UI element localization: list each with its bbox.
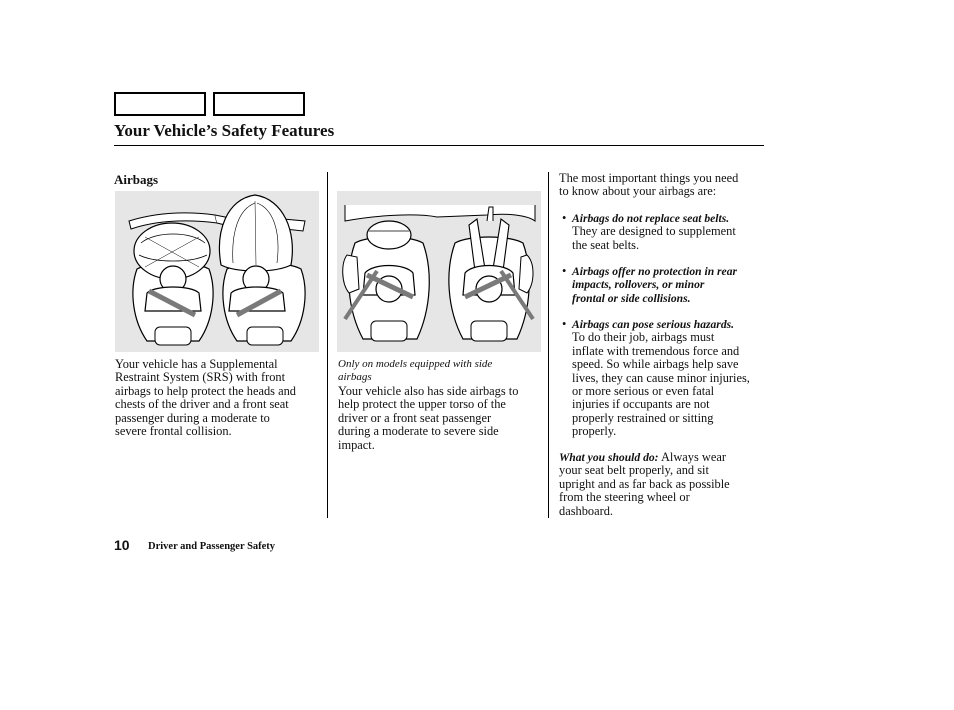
column-divider-2 [548, 172, 549, 518]
text-line: from the steering wheel or [559, 490, 690, 505]
side-airbags-illustration [337, 191, 541, 352]
bullet-dot-icon: • [562, 264, 567, 278]
text-line: The most important things you need [559, 171, 739, 185]
bullet-dot-icon: • [562, 317, 567, 331]
text-line: impact. [338, 437, 375, 452]
text-line: driver or a front seat passenger [338, 410, 492, 425]
column-divider-1 [327, 172, 328, 518]
header-tab-box-2 [213, 92, 305, 116]
airbag-intro [559, 172, 769, 199]
header-tab-box-1 [114, 92, 206, 116]
note-lead: What you should do: [559, 451, 659, 464]
text-line: or more serious or even fatal [572, 384, 715, 399]
text-line: Your vehicle has a Supplemental [115, 357, 278, 371]
section-heading: Airbags [114, 172, 159, 187]
note-first-line-rest: Always wear [658, 450, 726, 464]
text-line: They are designed to supplement [572, 224, 736, 239]
text-line: speed. So while airbags help save [572, 357, 739, 372]
page-title: Your Vehicle’s Safety Features [114, 121, 335, 140]
text-line: help protect the upper torso of the [338, 397, 506, 412]
what-you-should-do-note [559, 451, 771, 518]
footer-section-label: Driver and Passenger Safety [148, 541, 276, 552]
page-number: 10 [114, 537, 130, 553]
text-line: lives, they can cause minor injuries, [572, 370, 750, 385]
text-line: properly. [572, 424, 617, 439]
text-line: Your vehicle also has side airbags to [338, 384, 519, 398]
title-rule [114, 145, 764, 146]
side-airbags-caption [338, 358, 548, 385]
bullet-dot-icon: • [562, 211, 567, 225]
bullet-emphasis: Airbags offer no protection in rear [572, 265, 738, 278]
note-first-line [559, 451, 771, 464]
front-airbags-paragraph [115, 358, 325, 438]
text-line: injuries if occupants are not [572, 397, 710, 412]
text-line: inflate with tremendous force and [572, 343, 740, 358]
front-airbags-illustration [115, 191, 319, 352]
side-airbags-paragraph [338, 385, 548, 452]
bullet-item [562, 318, 772, 439]
text-line: properly restrained or sitting [572, 410, 714, 425]
text-line: To do their job, airbags must [572, 330, 715, 345]
bullet-emphasis: Airbags do not replace seat belts. [572, 212, 730, 225]
text-line: upright and as far back as possible [559, 476, 730, 491]
text-line: passenger during a moderate to [115, 410, 270, 425]
bullet-emphasis: impacts, rollovers, or minor [572, 278, 705, 292]
text-line: Restraint System (SRS) with front [115, 370, 286, 385]
bullet-emphasis: frontal or side collisions. [572, 291, 691, 305]
text-line: airbags to help protect the heads and [115, 383, 296, 398]
text-line: the seat belts. [572, 237, 640, 252]
text-line: chests of the driver and a front seat [115, 397, 289, 412]
caption-line: Only on models equipped with side [338, 358, 493, 370]
text-line: your seat belt properly, and sit [559, 463, 709, 478]
bullet-item [562, 212, 772, 252]
text-line: severe frontal collision. [115, 424, 232, 439]
bullet-emphasis: Airbags can pose serious hazards. [572, 318, 735, 331]
text-line: during a moderate to severe side [338, 424, 499, 439]
caption-line: airbags [338, 371, 372, 384]
text-line: to know about your airbags are: [559, 184, 717, 199]
text-line: dashboard. [559, 503, 614, 518]
bullet-item [562, 265, 772, 305]
